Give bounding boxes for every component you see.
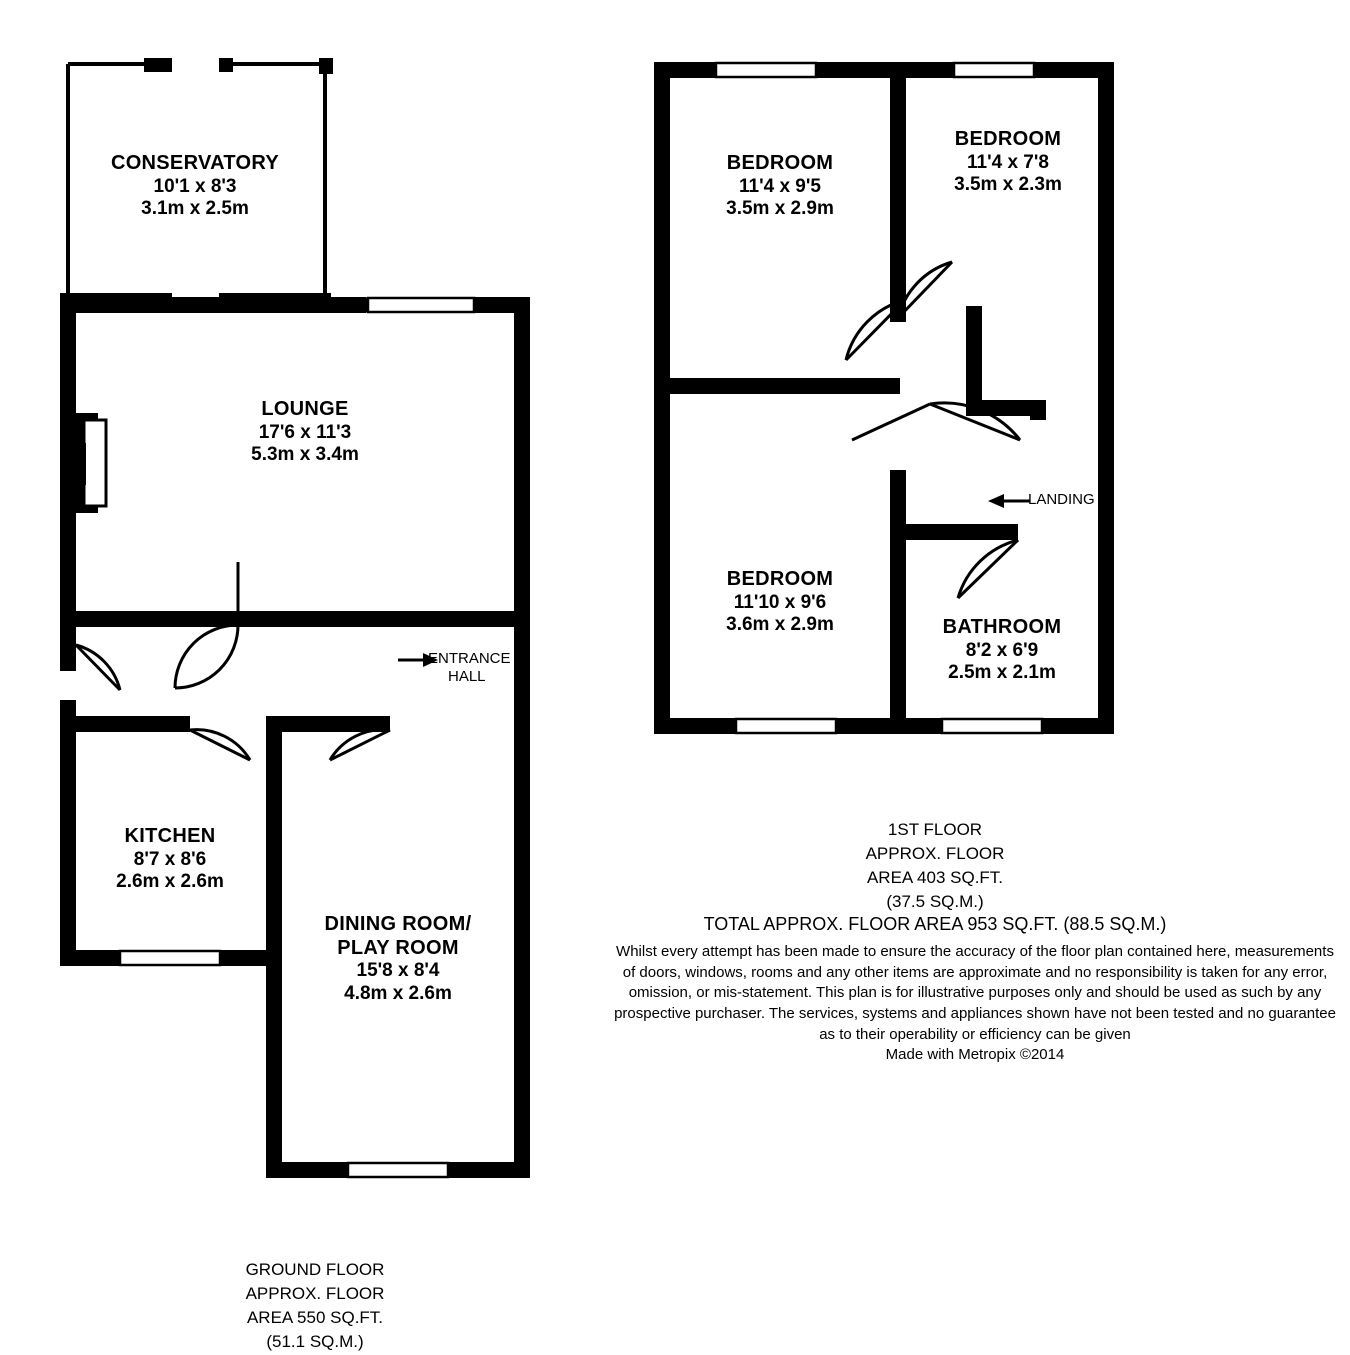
kitchen-name: KITCHEN: [124, 825, 216, 847]
ground-floor-area-line2: APPROX. FLOOR: [245, 1284, 385, 1304]
ground-floor-area-block: [80, 1258, 550, 1355]
room-label-lounge: [150, 398, 460, 466]
bathroom-name: BATHROOM: [942, 616, 1062, 638]
room-label-kitchen: [40, 825, 300, 893]
bedroom2-metric: 3.5m x 2.3m: [954, 174, 1062, 195]
conservatory-imperial: 10'1 x 8'3: [153, 175, 237, 197]
bedroom1-imperial: 11'4 x 9'5: [739, 175, 821, 197]
room-label-conservatory: [0, 152, 390, 220]
disclaimer-line-6: Made with Metropix ©2014: [885, 1046, 1065, 1064]
first-floor-doors: [846, 262, 1020, 598]
ground-floor-plan: [60, 58, 530, 1178]
lounge-metric: 5.3m x 3.4m: [251, 444, 359, 465]
bedroom3-name: BEDROOM: [726, 568, 834, 590]
entrance-hall-label: [428, 650, 511, 686]
first-floor-area-line2: APPROX. FLOOR: [865, 844, 1005, 864]
first-floor-area-block: [700, 818, 1170, 915]
landing-arrow: [988, 494, 1030, 508]
disclaimer-line-2: of doors, windows, rooms and any other items are approximate and no responsibility is taken for any error,: [622, 963, 1328, 981]
bedroom1-metric: 3.5m x 2.9m: [726, 198, 834, 219]
total-area-label: TOTAL APPROX. FLOOR AREA 953 SQ.FT. (88.5 SQ.M.): [703, 914, 1167, 934]
disclaimer-line-3: omission, or mis-statement. This plan is for illustrative purposes only and should be used as such by any: [628, 984, 1322, 1002]
lounge-imperial: 17'6 x 11'3: [258, 421, 352, 443]
disclaimer-line-5: as to their operability or efficiency can be given: [819, 1025, 1131, 1043]
room-label-bedroom-3: [650, 568, 910, 636]
first-floor-area-line4: (37.5 SQ.M.): [886, 892, 984, 912]
disclaimer-line-1: Whilst every attempt has been made to ensure the accuracy of the floor plan contained here, measurements: [616, 943, 1334, 960]
dining-imperial: 15'8 x 8'4: [356, 960, 440, 982]
lounge-name: LOUNGE: [261, 398, 349, 420]
room-label-dining-room: [268, 913, 528, 1005]
bedroom2-name: BEDROOM: [954, 128, 1062, 150]
ground-floor-area-line4: (51.1 SQ.M.): [266, 1332, 364, 1352]
disclaimer-text: [580, 942, 1350, 1066]
bedroom2-imperial: 11'4 x 7'8: [967, 151, 1049, 173]
kitchen-metric: 2.6m x 2.6m: [116, 871, 224, 892]
bathroom-metric: 2.5m x 2.1m: [948, 662, 1056, 683]
bathroom-imperial: 8'2 x 6'9: [965, 639, 1039, 661]
bedroom3-metric: 3.6m x 2.9m: [726, 614, 834, 635]
disclaimer-line-4: prospective purchaser. The services, systems and appliances shown have not been tested and no guarantee: [614, 1005, 1336, 1023]
landing-label: LANDING: [1028, 491, 1095, 508]
kitchen-imperial: 8'7 x 8'6: [133, 848, 207, 870]
bedroom3-imperial: 11'10 x 9'6: [733, 591, 827, 613]
entrance-hall-line1: ENTRANCE: [428, 650, 511, 667]
ground-floor-area-line1: GROUND FLOOR: [245, 1260, 385, 1279]
conservatory-name: CONSERVATORY: [110, 152, 280, 174]
first-floor-area-line3: AREA 403 SQ.FT.: [866, 868, 1004, 888]
room-label-bedroom-2: [878, 128, 1138, 196]
entrance-hall-line2: HALL: [448, 668, 486, 685]
dining-metric: 4.8m x 2.6m: [344, 982, 452, 1004]
dining-name-line1: DINING ROOM/: [324, 913, 472, 935]
conservatory-metric: 3.1m x 2.5m: [141, 198, 249, 219]
dining-name-line2: PLAY ROOM: [337, 936, 459, 959]
first-floor-area-line1: 1ST FLOOR: [887, 820, 983, 839]
bedroom1-name: BEDROOM: [726, 152, 834, 174]
room-label-bedroom-1: [650, 152, 910, 220]
ground-floor-area-line3: AREA 550 SQ.FT.: [246, 1308, 384, 1328]
room-label-bathroom: [872, 616, 1132, 684]
